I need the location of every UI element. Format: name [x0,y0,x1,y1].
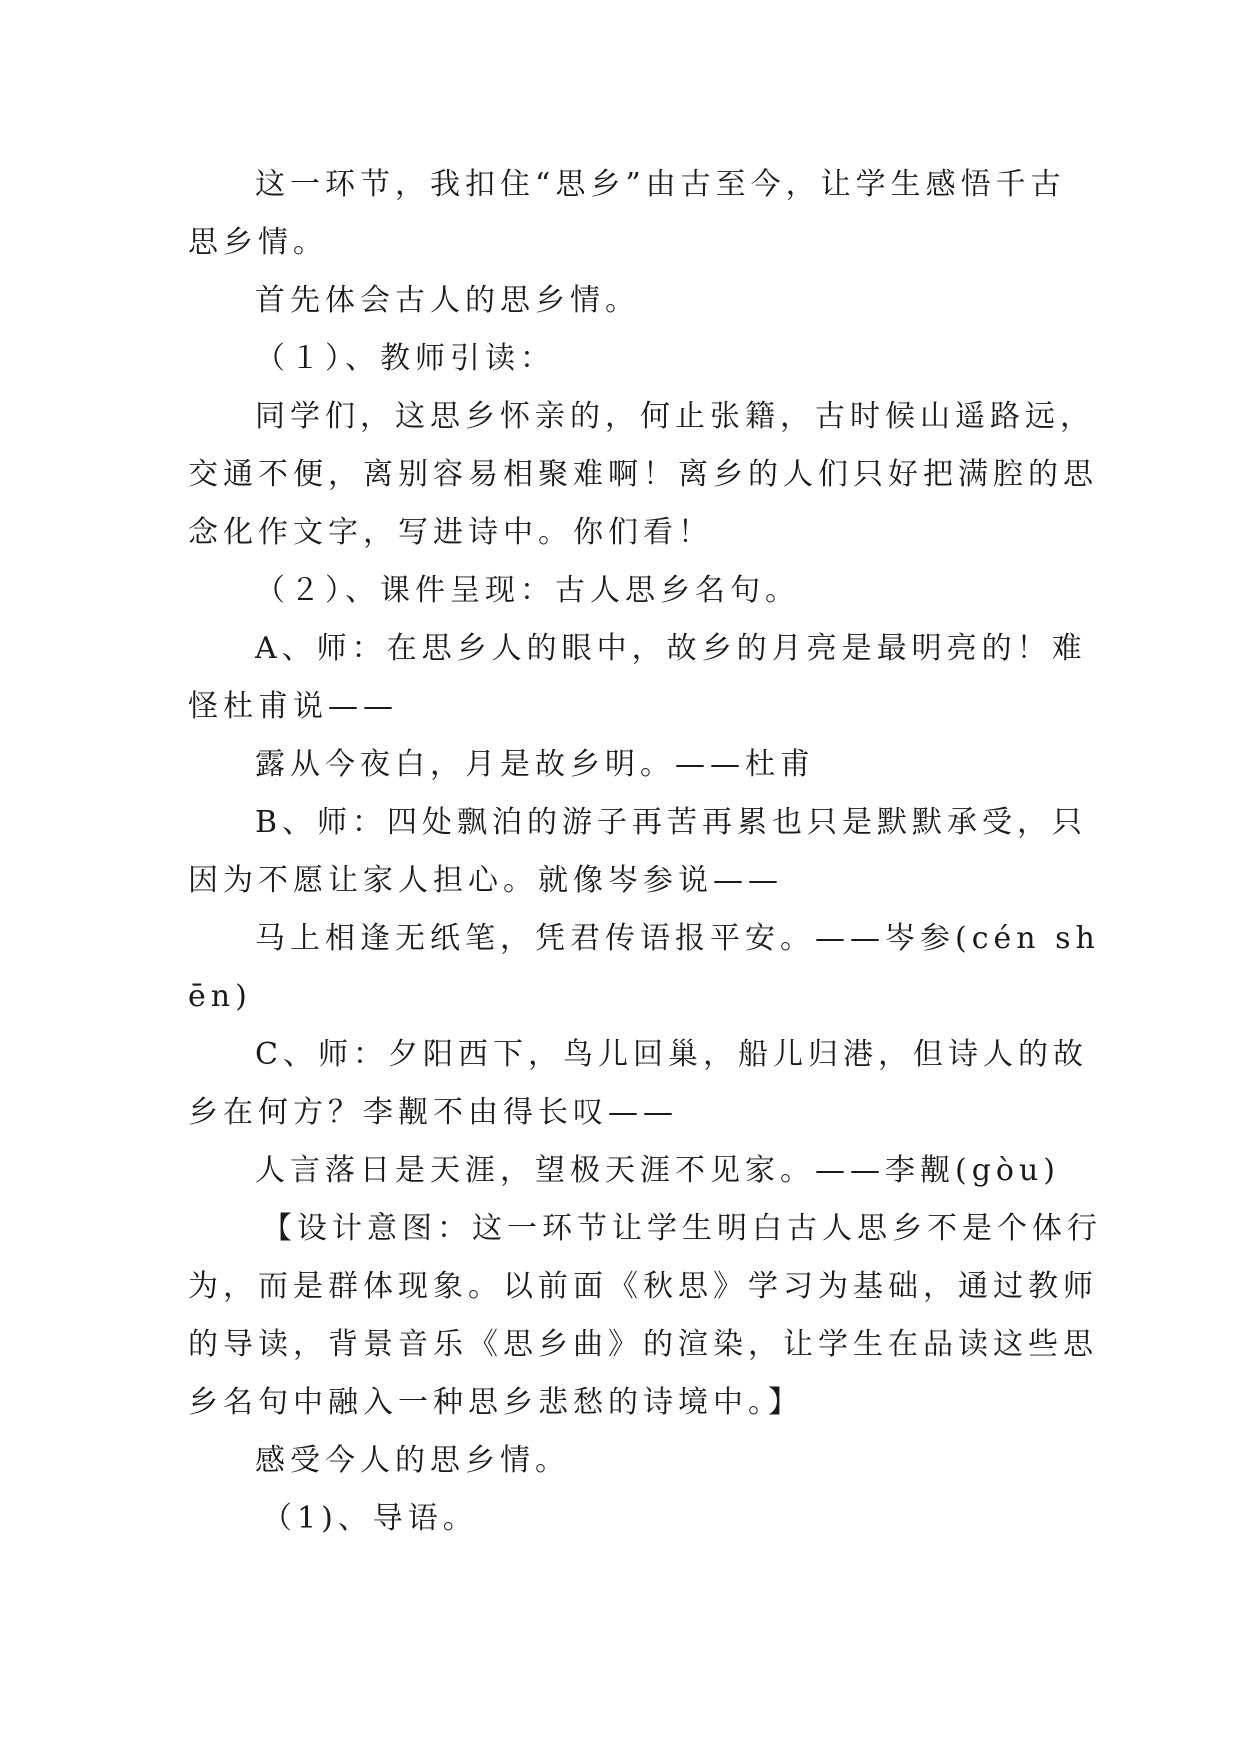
paragraph-line: 首先体会古人的思乡情。 [255,283,640,318]
paragraph-line: 马上相逢无纸笔，凭君传语报平安。——岑参(cén sh [255,921,1100,956]
paragraph-line: B、师：四处飘泊的游子再苦再累也只是默默承受，只 [255,805,1088,840]
paragraph-line: 思乡情。 [188,225,328,260]
paragraph-line: 念化作文字，写进诗中。你们看！ [188,515,713,550]
paragraph-line: C、师：夕阳西下，鸟儿回巢，船儿归港，但诗人的故 [255,1037,1088,1072]
paragraph-line: （１）、教师引读： [255,341,555,376]
paragraph-line: 露从今夜白，月是故乡明。——杜甫 [255,747,815,782]
paragraph-line: 乡名句中融入一种思乡悲愁的诗境中。】 [188,1385,803,1420]
paragraph-line: 因为不愿让家人担心。就像岑参说—— [188,863,783,898]
paragraph-line: 的导读，背景音乐《思乡曲》的渲染，让学生在品读这些思 [188,1327,1098,1362]
paragraph-line: ēn) [188,979,252,1014]
paragraph-line: 交通不便，离别容易相聚难啊！离乡的人们只好把满腔的思 [188,457,1098,492]
paragraph-line: A、师：在思乡人的眼中，故乡的月亮是最明亮的！难 [255,631,1087,666]
paragraph-line: 为，而是群体现象。以前面《秋思》学习为基础，通过教师 [188,1269,1098,1304]
paragraph-line: 感受今人的思乡情。 [255,1443,570,1478]
paragraph-line: 乡在何方？李觏不由得长叹—— [188,1095,678,1130]
paragraph-line: 这一环节，我扣住“思乡”由古至今，让学生感悟千古 [255,167,1066,202]
paragraph-line: 人言落日是天涯，望极天涯不见家。——李觏(gòu) [255,1153,1060,1188]
paragraph-line: 【设计意图：这一环节让学生明白古人思乡不是个体行 [262,1211,1102,1246]
paragraph-line: （２）、课件呈现：古人思乡名句。 [255,573,800,608]
paragraph-line: （1)、导语。 [262,1501,478,1536]
paragraph-line: 怪杜甫说—— [188,689,398,724]
paragraph-line: 同学们，这思乡怀亲的，何止张籍，古时候山遥路远， [255,399,1095,434]
